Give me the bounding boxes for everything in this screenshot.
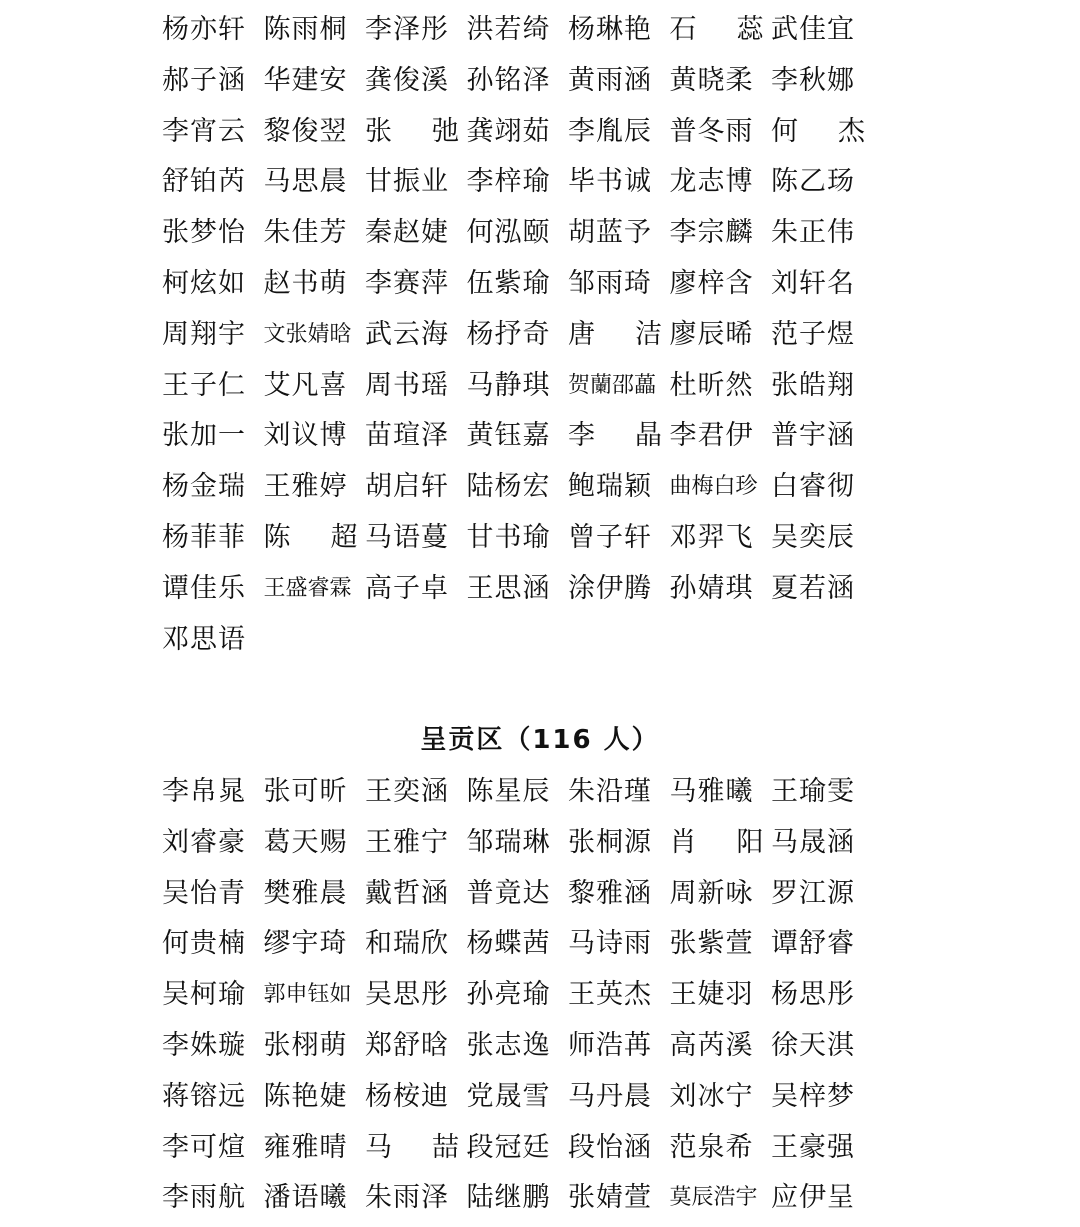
name-part: 弛: [432, 115, 459, 147]
student-name: 陈艳婕: [263, 1080, 348, 1112]
student-name: 高子卓: [365, 572, 449, 604]
student-name: 孙亮瑜: [466, 979, 551, 1011]
student-name: 鲍瑞颖: [568, 471, 652, 503]
student-name: 朱沿瑾: [568, 776, 652, 807]
student-name: 和瑞欣: [365, 928, 449, 960]
student-name: 刘轩名: [771, 267, 855, 299]
student-name: 杨思彤: [771, 979, 855, 1011]
student-name: 黎俊翌: [263, 115, 348, 147]
name-part: 超: [330, 521, 358, 553]
name-part: 张: [365, 115, 392, 147]
student-name: 谭佳乐: [162, 572, 246, 604]
student-name: 陈乙玚: [771, 166, 855, 198]
student-name: 苗瑄泽: [365, 420, 449, 452]
student-name: 廖梓含: [669, 267, 754, 299]
student-name: 李秋娜: [771, 64, 855, 96]
student-name: 吴奕辰: [771, 521, 855, 553]
name-part: 石: [669, 14, 697, 45]
student-name: 普宇涵: [771, 420, 855, 452]
student-name: 王思涵: [466, 572, 551, 604]
student-name: 李姝璇: [162, 1029, 246, 1061]
student-name: 郝子涵: [162, 64, 246, 96]
student-name: 陆继鹏: [466, 1182, 551, 1214]
student-name: 王子仁: [162, 369, 246, 401]
student-name: 杨抒奇: [466, 318, 551, 350]
student-name: 张可昕: [263, 776, 348, 807]
name-part: 唐: [568, 318, 595, 350]
student-name: 李泽彤: [365, 14, 449, 45]
student-name: 朱佳芳: [263, 217, 348, 249]
student-name: 李宗麟: [669, 217, 754, 249]
student-name: 华建安: [263, 64, 348, 96]
student-name: 甘振业: [365, 166, 449, 198]
student-name: 陆杨宏: [466, 471, 551, 503]
student-name: [365, 1123, 459, 1174]
student-name: 邹瑞琳: [466, 826, 551, 858]
student-name: 毕书诚: [568, 166, 652, 198]
student-name: 柯炫如: [162, 267, 246, 299]
student-name: 刘议博: [263, 420, 348, 452]
student-name: 黄雨涵: [568, 64, 652, 96]
student-name: 文张婧晗: [263, 321, 352, 347]
student-name: 潘语曦: [263, 1182, 348, 1214]
student-name: 孙铭泽: [466, 64, 551, 96]
student-name: 洪若绮: [466, 14, 551, 45]
student-name: 马诗雨: [568, 928, 652, 960]
student-name: 缪宇琦: [263, 928, 348, 960]
student-name: 马思晨: [263, 166, 348, 198]
student-name: 李胤辰: [568, 115, 652, 147]
student-name: 艾凡喜: [263, 369, 348, 401]
name-part: 蕊: [736, 14, 764, 45]
student-name: 葛天赐: [263, 826, 348, 858]
student-name: 李君伊: [669, 420, 754, 452]
student-name: 周翔宇: [162, 318, 246, 350]
student-name: 杨亦轩: [162, 14, 246, 45]
student-name: 党晟雪: [466, 1080, 551, 1112]
student-name: 赵书萌: [263, 267, 348, 299]
student-name: 李赛萍: [365, 267, 449, 299]
student-name: 吴思彤: [365, 979, 449, 1011]
student-name: 范泉希: [669, 1131, 754, 1163]
student-name: 段怡涵: [568, 1131, 652, 1163]
student-name: 曲梅白珍: [669, 474, 758, 500]
student-name: 徐天淇: [771, 1029, 855, 1061]
student-name: 吴怡青: [162, 877, 246, 909]
student-name: 朱正伟: [771, 217, 855, 249]
student-name: [365, 107, 459, 158]
student-name: 刘冰宁: [669, 1080, 754, 1112]
student-name: 伍紫瑜: [466, 267, 551, 299]
name-grid-section-1: [162, 5, 873, 665]
student-name: 王豪强: [771, 1131, 855, 1163]
name-part: 李: [568, 420, 595, 452]
student-name: 蒋镕远: [162, 1080, 246, 1112]
student-name: 郭申钰如: [263, 982, 352, 1008]
student-name: 张志逸: [466, 1029, 551, 1061]
name-part: 陈: [263, 521, 291, 553]
student-name: 王瑜雯: [771, 776, 855, 807]
student-name: 马静琪: [466, 369, 551, 401]
student-name: 普冬雨: [669, 115, 754, 147]
student-name: 曾子轩: [568, 521, 652, 553]
student-name: 师浩苒: [568, 1029, 652, 1061]
section-title-chenggong: 呈贡区（116 人）: [420, 725, 660, 755]
student-name: 邹雨琦: [568, 267, 652, 299]
name-part: 喆: [432, 1131, 459, 1163]
student-name: 罗江源: [771, 877, 855, 909]
student-name: 周新咏: [669, 877, 754, 909]
student-name: 孙婧琪: [669, 572, 754, 604]
student-name: 张皓翔: [771, 369, 855, 401]
student-name: 李可煊: [162, 1131, 246, 1163]
name-part: 洁: [635, 318, 662, 350]
student-name: 张加一: [162, 420, 246, 452]
student-name: 张栩萌: [263, 1029, 348, 1061]
student-name: 夏若涵: [771, 572, 855, 604]
student-name: 戴哲涵: [365, 877, 449, 909]
student-name: 郑舒晗: [365, 1029, 449, 1061]
student-name: 龚俊溪: [365, 64, 449, 96]
student-name: 李梓瑜: [466, 166, 551, 198]
student-name: 黄晓柔: [669, 64, 754, 96]
student-name: 龚翊茹: [466, 115, 551, 147]
student-name: 莫辰浩宇: [669, 1185, 758, 1211]
name-part: 马: [365, 1131, 392, 1163]
student-name: 黄钰嘉: [466, 420, 551, 452]
student-name: 何贵楠: [162, 928, 246, 960]
student-name: 李宵云: [162, 115, 246, 147]
student-name: 舒铂芮: [162, 166, 246, 198]
student-name: 张婧萱: [568, 1182, 652, 1214]
student-name: 高芮溪: [669, 1029, 754, 1061]
student-name: 邓羿飞: [669, 521, 754, 553]
student-name: 涂伊腾: [568, 572, 652, 604]
name-part: 何: [771, 115, 798, 147]
student-name: 龙志博: [669, 166, 754, 198]
student-name: 应伊呈: [771, 1182, 855, 1214]
name-part: 阳: [736, 826, 764, 858]
student-name: [670, 818, 764, 869]
student-name: 甘书瑜: [466, 521, 551, 553]
student-name: 白睿彻: [771, 471, 855, 503]
student-name: 普竟达: [466, 877, 551, 909]
student-name: 胡启轩: [365, 471, 449, 503]
student-name: 马雅曦: [669, 776, 754, 807]
student-name: [568, 411, 662, 462]
name-part: 杰: [838, 115, 865, 147]
student-name: 马晟涵: [771, 826, 855, 858]
student-name: 廖辰晞: [669, 318, 754, 350]
student-name: 陈雨桐: [263, 14, 348, 45]
student-name: 何泓颐: [466, 217, 551, 249]
student-name: 刘睿豪: [162, 826, 246, 858]
student-name: 黎雅涵: [568, 877, 652, 909]
student-name: 范子煜: [771, 318, 855, 350]
name-part: 晶: [635, 420, 662, 452]
student-name: 王奕涵: [365, 776, 449, 807]
student-name: 杨菲菲: [162, 521, 246, 553]
student-name: 武佳宜: [771, 14, 855, 45]
student-name: 谭舒睿: [771, 928, 855, 960]
name-part: 肖: [669, 826, 697, 858]
student-name: 陈星辰: [466, 776, 551, 807]
student-name: 朱雨泽: [365, 1182, 449, 1214]
student-name: 王婕羽: [669, 979, 754, 1011]
student-name: [771, 107, 865, 158]
student-name: 王雅宁: [365, 826, 449, 858]
student-name: [670, 5, 764, 56]
student-name: 张紫萱: [669, 928, 754, 960]
student-name: 段冠廷: [466, 1131, 551, 1163]
student-name: 杜昕然: [669, 369, 754, 401]
student-name: [568, 310, 662, 361]
student-name: 马语蔓: [365, 521, 449, 553]
student-name: 雍雅晴: [263, 1131, 348, 1163]
student-name: 武云海: [365, 318, 449, 350]
student-name: 张梦怡: [162, 217, 246, 249]
student-name: 杨桉迪: [365, 1080, 449, 1112]
student-name: 邓思语: [162, 623, 246, 655]
student-name: 吴梓梦: [771, 1080, 855, 1112]
student-name: 胡蓝予: [568, 217, 652, 249]
student-name: 李雨航: [162, 1182, 246, 1214]
name-grid-section-2: [162, 767, 873, 1224]
student-name: 贺蘭邵藟: [568, 372, 657, 398]
student-name: 王盛睿霖: [263, 575, 352, 601]
student-name: 杨金瑞: [162, 471, 246, 503]
student-name: 王英杰: [568, 979, 652, 1011]
student-name: 张桐源: [568, 826, 652, 858]
student-name: 王雅婷: [263, 471, 348, 503]
student-name: 秦赵婕: [365, 217, 449, 249]
student-name: [264, 513, 358, 564]
student-name: 樊雅晨: [263, 877, 348, 909]
student-name: 吴柯瑜: [162, 979, 246, 1011]
student-name: 李帛晁: [162, 776, 246, 807]
student-name: 杨琳艳: [568, 14, 652, 45]
student-name: 周书瑶: [365, 369, 449, 401]
student-name: 杨蝶茜: [466, 928, 551, 960]
student-name: 马丹晨: [568, 1080, 652, 1112]
